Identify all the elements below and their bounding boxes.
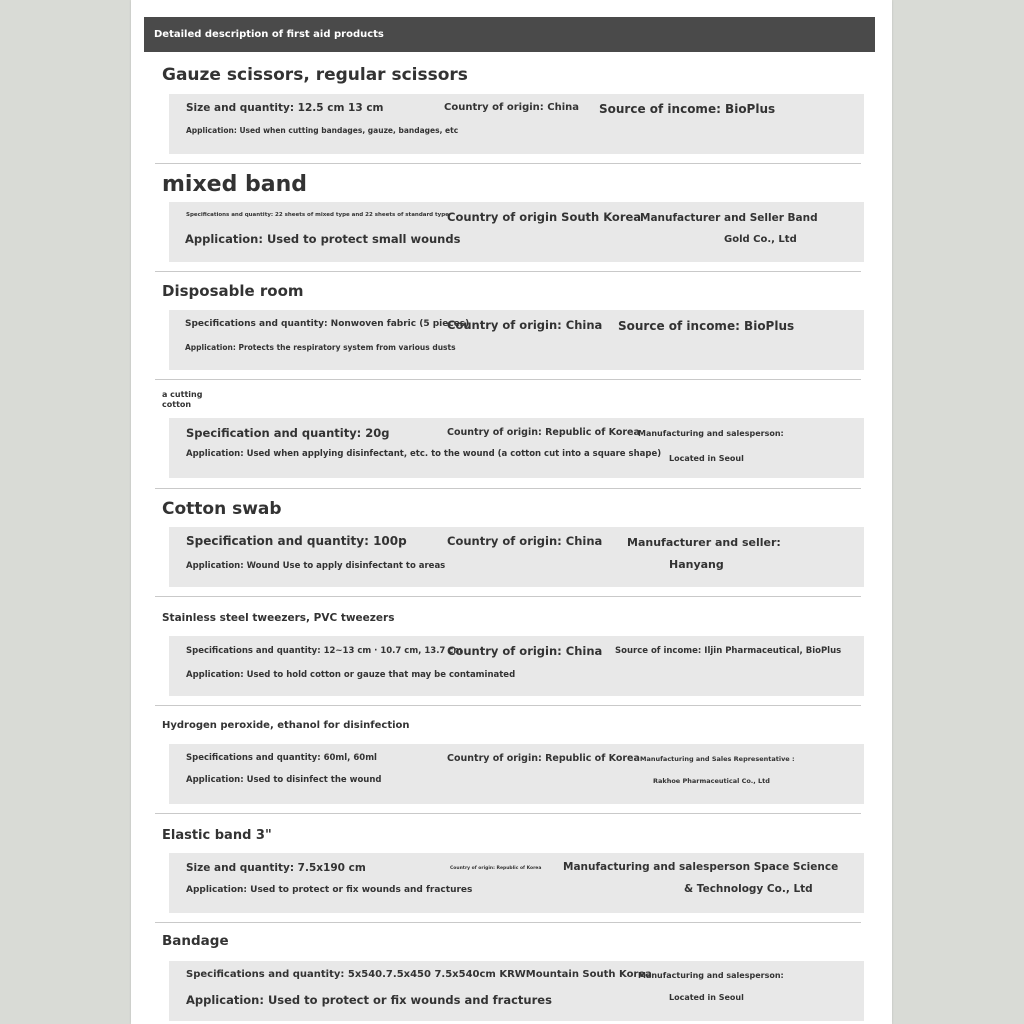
product-spec: Specifications and quantity: 22 sheets of mixed type and 22 sheets of standard type [186, 212, 449, 218]
separator [155, 271, 861, 272]
product-spec: Size and quantity: 7.5x190 cm [186, 862, 366, 874]
product-maker: Source of income: Iljin Pharmaceutical, BioPlus [615, 646, 842, 656]
product-application: Application: Used to protect or fix wounds and fractures [186, 993, 552, 1007]
product-spec: Specifications and quantity: 5x540.7.5x450 7.5x540cm KRWMountain South Korea [186, 969, 652, 980]
product-title: Elastic band 3" [162, 828, 272, 843]
product-origin: Country of origin: China [447, 534, 603, 548]
product-spec: Specifications and quantity: Nonwoven fabric (5 pieces) [185, 319, 470, 329]
product-maker-line2: Located in Seoul [669, 993, 744, 1002]
product-application: Application: Used when cutting bandages, gauze, bandages, etc [186, 126, 459, 135]
product-spec: Specifications and quantity: 12~13 cm · 10.7 cm, 13.7 cm [186, 646, 463, 656]
product-application: Application: Used to protect or fix wounds and fractures [186, 885, 473, 895]
product-maker-line2: Located in Seoul [669, 454, 744, 463]
product-maker-line2: Hanyang [669, 558, 724, 571]
separator [155, 705, 861, 706]
product-title: Hydrogen peroxide, ethanol for disinfection [162, 720, 410, 731]
product-maker: Manufacturing and salesperson: [638, 429, 784, 438]
separator [155, 379, 861, 380]
product-spec: Specifications and quantity: 60ml, 60ml [186, 753, 377, 763]
product-title: Gauze scissors, regular scissors [162, 65, 468, 85]
product-title: Bandage [162, 933, 229, 949]
product-origin: Country of origin: Republic of Korea [447, 753, 640, 764]
separator [155, 596, 861, 597]
product-title: mixed band [162, 172, 307, 197]
product-application: Application: Used to hold cotton or gauze that may be contaminated [186, 670, 516, 680]
separator [155, 163, 861, 164]
product-maker: Manufacturer and seller: [627, 536, 781, 549]
product-maker: Manufacturing and salesperson Space Science [563, 861, 839, 873]
separator [155, 922, 861, 923]
separator [155, 813, 861, 814]
product-spec: Size and quantity: 12.5 cm 13 cm [186, 102, 384, 114]
product-title: Disposable room [162, 282, 304, 300]
product-origin: Country of origin South Korea [447, 210, 642, 224]
product-origin: Country of origin: Republic of Korea [450, 866, 542, 871]
product-application: Application: Used to disinfect the wound [186, 775, 382, 785]
product-application: Application: Protects the respiratory system from various dusts [185, 343, 456, 352]
product-application: Application: Used to protect small wounds [185, 232, 461, 246]
product-title: Cotton swab [162, 499, 282, 519]
product-maker-line2: & Technology Co., Ltd [684, 883, 813, 895]
product-spec: Specification and quantity: 100p [186, 534, 407, 548]
separator [155, 488, 861, 489]
product-maker: Source of income: BioPlus [618, 319, 795, 333]
product-maker: Manufacturing and Sales Representative : [640, 755, 795, 763]
product-origin: Country of origin: China [447, 644, 603, 658]
product-title: Stainless steel tweezers, PVC tweezers [162, 612, 395, 624]
product-title: a cutting [162, 390, 203, 399]
product-maker: Manufacturer and Seller Band [640, 212, 818, 224]
product-origin: Country of origin: China [444, 102, 580, 113]
product-application: Application: Wound Use to apply disinfectant to areas [186, 561, 446, 571]
product-maker-line2: Gold Co., Ltd [724, 234, 797, 245]
product-maker: Manufacturing and salesperson: [638, 971, 784, 980]
product-maker: Source of income: BioPlus [599, 102, 776, 116]
product-spec: Specification and quantity: 20g [186, 426, 390, 440]
product-title-line2: cotton [162, 400, 192, 409]
product-maker-line2: Rakhoe Pharmaceutical Co., Ltd [653, 777, 770, 785]
product-origin: Country of origin: China [447, 318, 603, 332]
page-header: Detailed description of first aid products [144, 17, 875, 52]
product-application: Application: Used when applying disinfectant, etc. to the wound (a cotton cut into a square shape) [186, 449, 662, 459]
product-origin: Country of origin: Republic of Korea [447, 427, 640, 438]
